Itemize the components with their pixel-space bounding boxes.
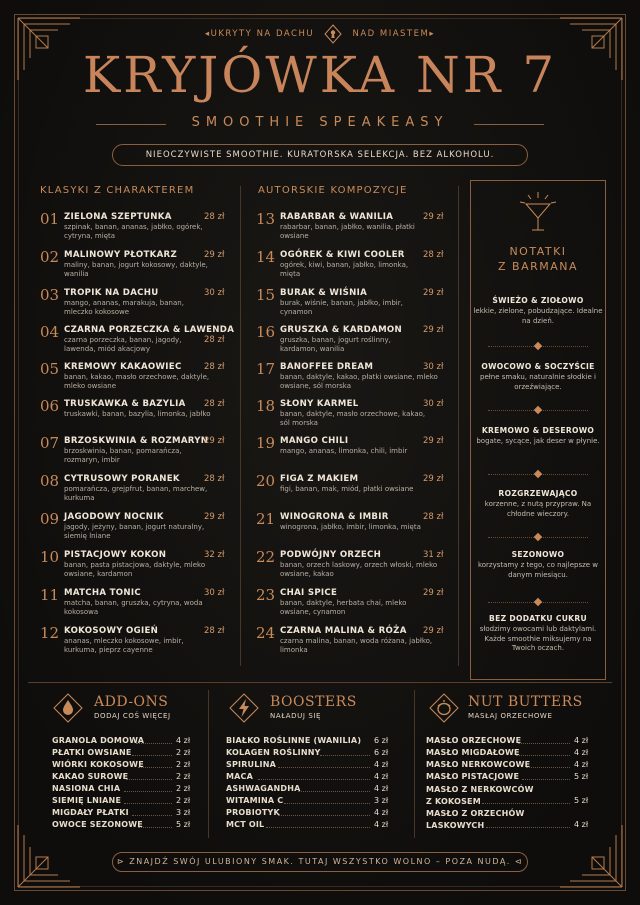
list-item bbox=[52, 760, 192, 772]
item-price: 4 zł bbox=[176, 736, 191, 745]
item-name: CZARNA MALINA & RÓŻA bbox=[280, 626, 407, 636]
note-heading: ROZGRZEWAJĄCO bbox=[498, 489, 578, 498]
item-price: 2 zł bbox=[176, 784, 191, 793]
list-item bbox=[52, 748, 192, 760]
note-block bbox=[472, 296, 604, 326]
note-text: korzystamy z tego, co najlepsze w danym miesiącu. bbox=[477, 561, 599, 579]
item-number: 16 bbox=[256, 323, 276, 341]
item-number: 21 bbox=[256, 510, 276, 528]
item-price: 4 zł bbox=[574, 736, 589, 745]
item-description: burak, wiśnie, banan, jabłko, imbir, cynamon bbox=[280, 299, 403, 316]
item-name: BURAK & WIŚNIA bbox=[280, 288, 368, 298]
item-description: banan, daktyle, kakao, płatki owsiane, mleko owsiane, sól morska bbox=[280, 373, 438, 390]
list-item bbox=[40, 210, 230, 246]
header-tagline: ◂UKRYTY NA DACHU NAD MIASTEM▸ bbox=[0, 24, 640, 44]
list-item bbox=[426, 808, 592, 832]
item-price: 28 zł bbox=[204, 474, 225, 484]
item-price: 2 zł bbox=[176, 760, 191, 769]
keyhole-icon bbox=[324, 24, 342, 44]
item-number: 23 bbox=[256, 586, 276, 604]
item-description: mango, ananas, limonka, chili, imbir bbox=[280, 447, 408, 455]
list-item bbox=[426, 760, 592, 772]
item-name: MASŁO Z NERKOWCÓW Z KOKOSEM bbox=[426, 785, 534, 806]
tagline-right: NAD MIASTEM bbox=[352, 29, 430, 39]
list-item bbox=[226, 784, 396, 796]
item-name: MASŁO NERKOWCOWE bbox=[426, 760, 531, 769]
item-description: matcha, banan, gruszka, cytryna, woda kokosowa bbox=[64, 599, 203, 616]
item-description: pomarańcza, grejpfrut, banan, marchew, kurkuma bbox=[64, 485, 208, 502]
item-price: 29 zł bbox=[423, 212, 444, 222]
item-price: 28 zł bbox=[204, 399, 225, 409]
note-block bbox=[472, 614, 604, 654]
item-description: czarna malina, banan, woda różana, jabłko, limonka bbox=[280, 637, 433, 654]
item-name: WITAMINA C bbox=[226, 796, 284, 805]
drop-icon bbox=[52, 692, 84, 724]
notes-title bbox=[470, 244, 606, 274]
item-price: 28 zł bbox=[204, 362, 225, 372]
item-name: TRUSKAWKA & BAZYLIA bbox=[64, 399, 186, 409]
item-name: BRZOSKWINIA & ROZMARYN bbox=[64, 436, 209, 446]
item-price: 4 zł bbox=[574, 748, 589, 757]
item-number: 11 bbox=[40, 586, 60, 604]
item-name: OGÓREK & KIWI COOLER bbox=[280, 250, 405, 260]
note-heading: ŚWIEŻO & ZIOŁOWO bbox=[492, 296, 584, 305]
notes-title-line: Z BARMANA bbox=[497, 260, 578, 273]
list-item bbox=[226, 772, 396, 784]
section-divider bbox=[28, 682, 612, 683]
item-name: PROBIOTYK bbox=[226, 808, 280, 817]
arrow-right-icon: ⊲ bbox=[510, 857, 523, 866]
page-subtitle: SMOOTHIE SPEAKEASY bbox=[191, 115, 449, 130]
item-description: banan, pasta pistacjowa, daktyle, mleko owsiane, kardamon bbox=[64, 561, 206, 578]
item-name: JAGODOWY NOCNIK bbox=[64, 512, 164, 522]
item-price: 29 zł bbox=[423, 325, 444, 335]
list-item bbox=[52, 772, 192, 784]
item-name: FIGA Z MAKIEM bbox=[280, 474, 359, 484]
list-item bbox=[40, 548, 230, 584]
item-price: 3 zł bbox=[176, 808, 191, 817]
item-price: 5 zł bbox=[574, 772, 589, 781]
item-number: 08 bbox=[40, 472, 60, 490]
page-title: KRYJÓWKA NR 7 bbox=[82, 46, 558, 104]
item-name: CHAI SPICE bbox=[280, 588, 338, 598]
item-name: PODWÓJNY ORZECH bbox=[280, 550, 382, 560]
list-item bbox=[40, 360, 230, 396]
item-name: KOKOSOWY OGIEŃ bbox=[64, 626, 159, 636]
note-block bbox=[472, 362, 604, 392]
item-name: NASIONA CHIA bbox=[52, 784, 121, 793]
item-price: 29 zł bbox=[423, 588, 444, 598]
item-number: 17 bbox=[256, 360, 276, 378]
list-item bbox=[40, 510, 230, 546]
note-heading: OWOCOWO & SOCZYŚCIE bbox=[481, 362, 595, 371]
list-item bbox=[40, 397, 230, 433]
note-heading: KREMOWO & DESEROWO bbox=[481, 426, 595, 435]
list-item bbox=[426, 784, 592, 808]
note-text: pełne smaku, naturalnie słodkie i orzeźwiające. bbox=[480, 373, 596, 391]
item-name: ASHWAGANDHA bbox=[226, 784, 301, 793]
item-price: 4 zł bbox=[374, 820, 389, 829]
item-name: BIAŁKO ROŚLINNE (WANILIA) bbox=[226, 736, 362, 745]
item-description: rabarbar, banan, jabłko, wanilia, płatki owsiane bbox=[280, 223, 415, 240]
item-description: mango, ananas, marakuja, banan, mleczko kokosowe bbox=[64, 299, 184, 316]
item-description: truskawki, banan, bazylia, limonka, jabłko bbox=[64, 410, 211, 418]
lightning-icon bbox=[228, 692, 260, 724]
item-price: 29 zł bbox=[423, 474, 444, 484]
list-item bbox=[52, 784, 192, 796]
item-name: MASŁO MIGDAŁOWE bbox=[426, 748, 520, 757]
item-number: 09 bbox=[40, 510, 60, 528]
item-description: maliny, banan, jogurt kokosowy, daktyle, wanilia bbox=[64, 261, 208, 278]
item-price: 29 zł bbox=[423, 626, 444, 636]
nut-icon bbox=[428, 692, 460, 724]
item-name: MASŁO PISTACJOWE bbox=[426, 772, 520, 781]
item-price: 29 zł bbox=[204, 512, 225, 522]
item-number: 04 bbox=[40, 323, 60, 341]
list-item bbox=[256, 624, 452, 660]
item-name: KREMOWY KAKAOWIEC bbox=[64, 362, 182, 372]
item-name: PŁATKI OWSIANE bbox=[52, 748, 132, 757]
item-number: 14 bbox=[256, 248, 276, 266]
column-divider bbox=[208, 690, 209, 838]
item-number: 15 bbox=[256, 286, 276, 304]
item-price: 29 zł bbox=[423, 288, 444, 298]
item-number: 06 bbox=[40, 397, 60, 415]
item-price: 4 zł bbox=[374, 808, 389, 817]
footer-text: ZNAJDŹ SWÓJ ULUBIONY SMAK. TUTAJ WSZYSTKO WOLNO – POZA NUDĄ. bbox=[129, 857, 511, 866]
list-item bbox=[226, 820, 396, 832]
addons-title: ADD-ONS bbox=[94, 694, 169, 710]
item-name: MACA bbox=[226, 772, 254, 781]
item-name: MANGO CHILI bbox=[280, 436, 349, 446]
item-number: 10 bbox=[40, 548, 60, 566]
column-divider bbox=[240, 186, 241, 666]
item-number: 13 bbox=[256, 210, 276, 228]
item-name: KAKAO SUROWE bbox=[52, 772, 129, 781]
item-name: MASŁO ORZECHOWE bbox=[426, 736, 522, 745]
item-price: 28 zł bbox=[423, 512, 444, 522]
item-description: banan, kakao, masło orzechowe, daktyle, mleko owsiane bbox=[64, 373, 210, 390]
item-number: 12 bbox=[40, 624, 60, 642]
item-description: ogórek, kiwi, banan, jabłko, limonka, mięta bbox=[280, 261, 409, 278]
list-item bbox=[256, 434, 452, 470]
item-name: SŁONY KARMEL bbox=[280, 399, 359, 409]
list-item bbox=[256, 472, 452, 508]
item-price: 28 zł bbox=[204, 212, 225, 222]
list-item bbox=[226, 808, 396, 820]
item-name: RABARBAR & WANILIA bbox=[280, 212, 394, 222]
list-item bbox=[52, 820, 192, 832]
item-price: 6 zł bbox=[374, 748, 389, 757]
item-price: 30 zł bbox=[423, 362, 444, 372]
item-name: SIEMIĘ LNIANE bbox=[52, 796, 122, 805]
item-name: MATCHA TONIC bbox=[64, 588, 142, 598]
list-item bbox=[426, 772, 592, 784]
arrow-left-icon: ⊳ bbox=[116, 857, 130, 866]
item-price: 4 zł bbox=[374, 772, 389, 781]
list-item bbox=[226, 760, 396, 772]
item-description: brzoskwinia, banan, pomarańcza, rozmaryn, imbir bbox=[64, 447, 182, 464]
list-item bbox=[256, 548, 452, 584]
note-text: lekkie, zielone, pobudzające. Idealne na dzień. bbox=[473, 307, 603, 325]
notes-title-line: NOTATKI bbox=[509, 245, 567, 258]
nut-butters-subtitle: MASŁAJ ORZECHOWE bbox=[468, 712, 553, 720]
item-price: 3 zł bbox=[374, 796, 389, 805]
list-item bbox=[256, 510, 452, 546]
list-item bbox=[256, 286, 452, 322]
item-name: KOLAGEN ROŚLINNY bbox=[226, 748, 321, 757]
note-block bbox=[472, 550, 604, 580]
item-number: 24 bbox=[256, 624, 276, 642]
item-price: 32 zł bbox=[204, 550, 225, 560]
list-item bbox=[52, 796, 192, 808]
item-price: 28 zł bbox=[204, 626, 225, 636]
item-name: MCT OIL bbox=[226, 820, 265, 829]
column-divider bbox=[458, 186, 459, 666]
item-number: 07 bbox=[40, 434, 60, 452]
item-description: ananas, mleczko kokosowe, imbir, kurkuma, pieprz cayenne bbox=[64, 637, 184, 654]
item-price: 30 zł bbox=[204, 288, 225, 298]
list-item bbox=[256, 360, 452, 396]
item-price: 30 zł bbox=[204, 588, 225, 598]
list-item bbox=[40, 286, 230, 322]
item-name: MIGDAŁY PŁATKI bbox=[52, 808, 129, 817]
item-name: CYTRUSOWY PORANEK bbox=[64, 474, 180, 484]
note-text: słodzimy owocami lub daktylami. Każde smoothie miksujemy na Twoich oczach. bbox=[479, 625, 597, 652]
list-item bbox=[226, 796, 396, 808]
list-item bbox=[40, 248, 230, 284]
list-item bbox=[256, 586, 452, 622]
item-number: 05 bbox=[40, 360, 60, 378]
item-description: banan, orzech laskowy, orzech włoski, mleko owsiane, kakao bbox=[280, 561, 438, 578]
list-item bbox=[226, 748, 396, 760]
list-item bbox=[52, 736, 192, 748]
list-item bbox=[256, 397, 452, 433]
column-divider bbox=[414, 690, 415, 838]
item-number: 22 bbox=[256, 548, 276, 566]
item-description: gruszka, banan, jogurt roślinny, kardamon, wanilia bbox=[280, 336, 391, 353]
note-heading: SEZONOWO bbox=[511, 550, 565, 559]
nut-butters-title: NUT BUTTERS bbox=[468, 694, 583, 710]
note-heading: BEZ DODATKU CUKRU bbox=[489, 614, 587, 623]
list-item bbox=[256, 323, 452, 359]
item-price: 6 zł bbox=[374, 736, 389, 745]
item-number: 02 bbox=[40, 248, 60, 266]
item-number: 19 bbox=[256, 434, 276, 452]
list-item bbox=[40, 434, 230, 470]
item-description: banan, daktyle, masło orzechowe, kakao, sól morska bbox=[280, 410, 426, 427]
item-price: 28 zł bbox=[423, 250, 444, 260]
boosters-subtitle: NAŁADUJ SIĘ bbox=[270, 712, 322, 720]
item-price: 2 zł bbox=[176, 748, 191, 757]
item-price: 4 zł bbox=[374, 760, 389, 769]
cocktail-glass-icon bbox=[514, 190, 562, 236]
list-item bbox=[426, 736, 592, 748]
item-name: WIÓRKI KOKOSOWE bbox=[52, 760, 144, 769]
item-name: PISTACJOWY KOKON bbox=[64, 550, 167, 560]
list-item bbox=[256, 248, 452, 284]
item-name: SPIRULINA bbox=[226, 760, 277, 769]
item-price: 5 zł bbox=[176, 820, 191, 829]
list-item bbox=[40, 586, 230, 622]
item-price: 2 zł bbox=[176, 796, 191, 805]
item-price: 30 zł bbox=[423, 399, 444, 409]
list-item bbox=[226, 736, 396, 748]
note-text: korzenne, z nutą przypraw. Na chłodne wieczory. bbox=[484, 500, 592, 518]
item-name: TROPIK NA DACHU bbox=[64, 288, 159, 298]
list-item bbox=[256, 210, 452, 246]
item-description: jagody, jeżyny, banan, jogurt naturalny, siemię lniane bbox=[64, 523, 205, 540]
list-item bbox=[426, 748, 592, 760]
slogan-pill: NIEOCZYWISTE SMOOTHIE. KURATORSKA SELEKCJA. BEZ ALKOHOLU. bbox=[112, 144, 528, 166]
item-name: WINOGRONA & IMBIR bbox=[280, 512, 389, 522]
list-item bbox=[40, 323, 235, 359]
item-price: 5 zł bbox=[574, 796, 589, 805]
list-item bbox=[40, 472, 230, 508]
item-description: banan, daktyle, herbata chai, mleko owsiane, cynamon bbox=[280, 599, 407, 616]
item-number: 18 bbox=[256, 397, 276, 415]
note-text: bogate, sycące, jak deser w płynie. bbox=[476, 437, 600, 445]
boosters-title: BOOSTERS bbox=[270, 694, 357, 710]
item-description: szpinak, banan, ananas, jabłko, ogórek, cytryna, mięta bbox=[64, 223, 203, 240]
item-name: OWOCE SEZONOWE bbox=[52, 820, 143, 829]
item-price: 29 zł bbox=[204, 436, 225, 446]
item-name: BANOFFEE DREAM bbox=[280, 362, 374, 372]
item-description: czarna porzeczka, banan, jagody, lawenda, miód akacjowy bbox=[64, 336, 182, 353]
item-price: 2 zł bbox=[176, 772, 191, 781]
note-block bbox=[472, 426, 604, 447]
item-name: GRUSZKA & KARDAMON bbox=[280, 325, 403, 335]
item-description: winogrona, jabłko, imbir, limonka, mięta bbox=[280, 523, 421, 531]
item-price: 28 zł bbox=[204, 335, 225, 345]
classics-heading: KLASYKI Z CHARAKTEREM bbox=[40, 185, 195, 196]
item-price: 4 zł bbox=[374, 784, 389, 793]
list-item bbox=[40, 624, 230, 660]
signature-heading: AUTORSKIE KOMPOZYCJE bbox=[258, 185, 408, 196]
item-price: 4 zł bbox=[574, 760, 589, 769]
item-name: MALINOWY PŁOTKARZ bbox=[64, 250, 178, 260]
item-price: 31 zł bbox=[423, 550, 444, 560]
item-price: 4 zł bbox=[574, 820, 589, 829]
note-block bbox=[472, 489, 604, 519]
tagline-left: UKRYTY NA DACHU bbox=[210, 29, 315, 39]
list-item bbox=[52, 808, 192, 820]
item-number: 03 bbox=[40, 286, 60, 304]
item-number: 20 bbox=[256, 472, 276, 490]
item-number: 01 bbox=[40, 210, 60, 228]
item-name: ZIELONA SZEPTUNKA bbox=[64, 212, 172, 222]
item-name: GRANOLA DOMOWA bbox=[52, 736, 145, 745]
item-description: figi, banan, mak, miód, płatki owsiane bbox=[280, 485, 414, 493]
item-price: 29 zł bbox=[204, 250, 225, 260]
item-name: MASŁO Z ORZECHÓW LASKOWYCH bbox=[426, 809, 525, 830]
item-name: CZARNA PORZECZKA & LAWENDA bbox=[64, 325, 235, 335]
item-price: 29 zł bbox=[423, 436, 444, 446]
addons-subtitle: DODAJ COŚ WIĘCEJ bbox=[94, 712, 171, 720]
footer-slogan bbox=[112, 852, 528, 872]
